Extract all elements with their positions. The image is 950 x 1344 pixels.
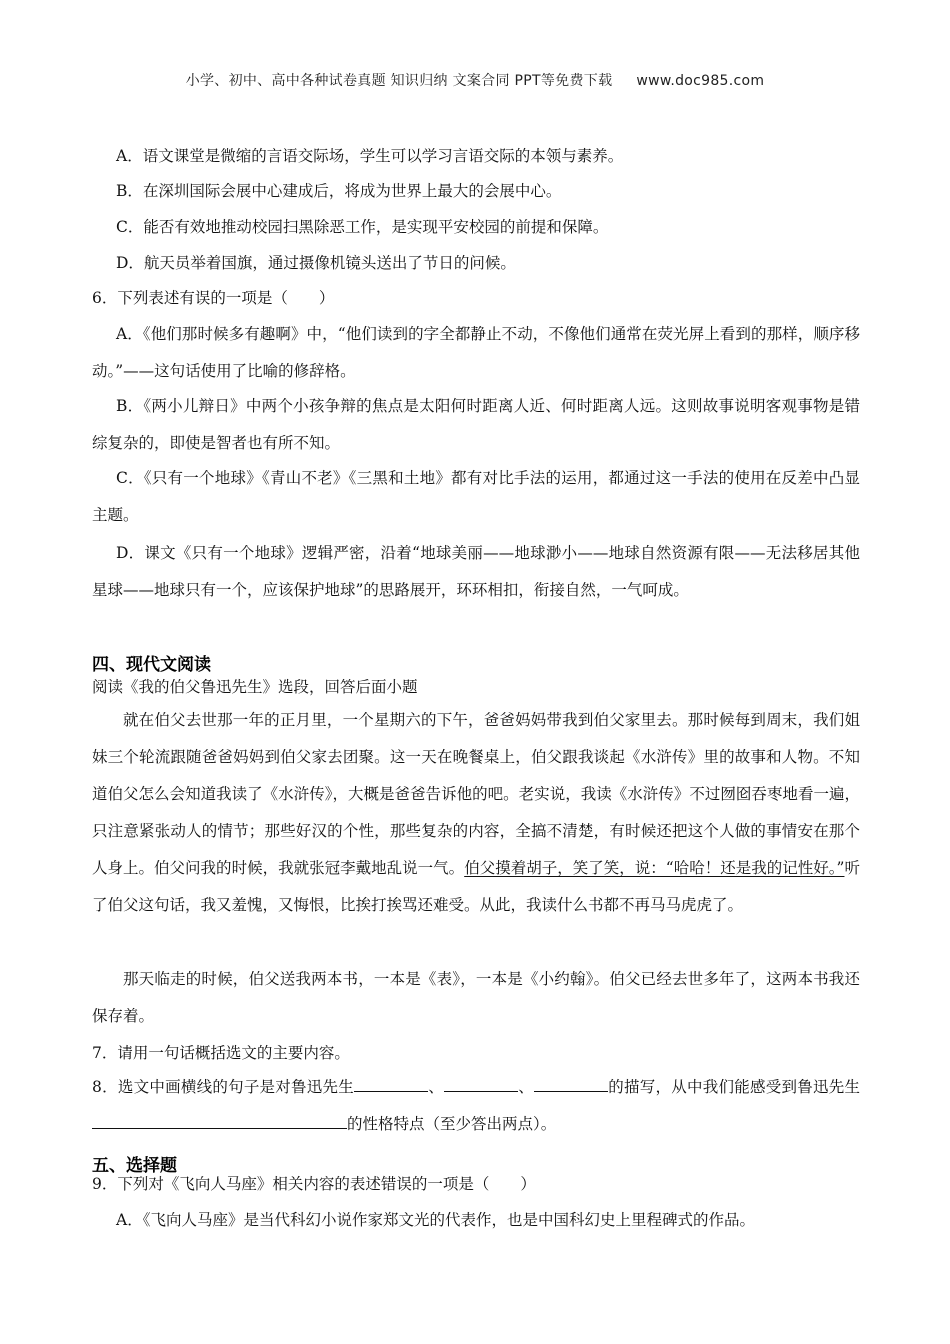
q9-option-a: A．《飞向人马座》是当代科幻小说作家郑文光的代表作，也是中国科幻史上里程碑式的作品。 bbox=[116, 1211, 755, 1229]
q8: 8．选文中画横线的句子是对鲁迅先生 、 、 的描写，从中我们能感受到鲁迅先生的性格特点（至少答出两点）。 bbox=[92, 1069, 860, 1143]
section-4-title: 四、现代文阅读 bbox=[92, 655, 211, 675]
q6-option-d: D．课文《只有一个地球》逻辑严密，沿着“地球美丽——地球渺小——地球自然资源有限——无法移居其他星球——地球只有一个，应该保护地球”的思路展开，环环相扣，衔接自然，一气呵成。 bbox=[92, 544, 860, 599]
section-5-title: 五、选择题 bbox=[92, 1156, 177, 1176]
q8-blank-4[interactable] bbox=[92, 1110, 347, 1129]
passage-paragraph-1: 就在伯父去世那一年的正月里，一个星期六的下午，爸爸妈妈带我到伯父家里去。那时候每到周末，我们姐妹三个轮流跟随爸爸妈妈到伯父家去团聚。这一天在晚餐桌上，伯父跟我谈起《水浒传》里的故事和人物。不知道伯父怎么会知道我读了《水浒传》，大概是爸爸告诉他的吧。老实说，我读《水浒传》不过囫囵吞枣地看一遍，只注意紧张动人的情节；那些好汉的个性，那些复杂的内容，全搞不清楚，有时候还把这个人做的事情安在那个人身上。伯父问我的时候，我就张冠李戴地乱说一气。伯父摸着胡子，笑了笑，说：“哈哈！还是我的记性好。”听了伯父这句话，我又羞愧，又悔恨，比挨打挨骂还难受。从此，我读什么书都不再马马虎虎了。 bbox=[92, 711, 860, 914]
q8-blank-3[interactable] bbox=[534, 1073, 608, 1092]
q5-option-c: C．能否有效地推动校园扫黑除恶工作，是实现平安校园的前提和保障。 bbox=[116, 218, 609, 236]
q6-option-c: C．《只有一个地球》《青山不老》《三黑和土地》都有对比手法的运用，都通过这一手法的使用在反差中凸显主题。 bbox=[92, 469, 860, 524]
passage-paragraph-2: 那天临走的时候，伯父送我两本书，一本是《表》，一本是《小约翰》。伯父已经去世多年了，这两本书我还保存着。 bbox=[92, 970, 860, 1025]
header-site[interactable]: www.doc985.com bbox=[636, 73, 765, 89]
q6-option-a: A．《他们那时候多有趣啊》中，“他们读到的字全都静止不动，不像他们通常在荧光屏上看到的那样，顺序移动。”——这句话使用了比喻的修辞格。 bbox=[92, 325, 860, 380]
page-header bbox=[0, 70, 950, 90]
q5-option-a: A．语文课堂是微缩的言语交际场，学生可以学习言语交际的本领与素养。 bbox=[116, 147, 624, 165]
q9-stem: 9．下列对《飞向人马座》相关内容的表述错误的一项是（ ） bbox=[92, 1175, 536, 1193]
underlined-sentence: 伯父摸着胡子，笑了笑，说：“哈哈！还是我的记性好。” bbox=[464, 859, 845, 877]
q7: 7．请用一句话概括选文的主要内容。 bbox=[92, 1044, 350, 1062]
q8-blank-2[interactable] bbox=[444, 1073, 518, 1092]
q8-blank-1[interactable] bbox=[354, 1073, 428, 1092]
header-text: 小学、初中、高中各种试卷真题 知识归纳 文案合同 PPT等免费下载 bbox=[185, 73, 613, 89]
q5-option-d: D．航天员举着国旗，通过摄像机镜头送出了节日的问候。 bbox=[116, 254, 516, 272]
section-4-intro: 阅读《我的伯父鲁迅先生》选段，回答后面小题 bbox=[92, 678, 418, 696]
q6-stem: 6．下列表述有误的一项是（ ） bbox=[92, 289, 335, 307]
q6-option-b: B．《两小儿辩日》中两个小孩争辩的焦点是太阳何时距离人近、何时距离人远。这则故事说明客观事物是错综复杂的，即使是智者也有所不知。 bbox=[92, 397, 860, 452]
q5-option-b: B．在深圳国际会展中心建成后，将成为世界上最大的会展中心。 bbox=[116, 182, 562, 200]
